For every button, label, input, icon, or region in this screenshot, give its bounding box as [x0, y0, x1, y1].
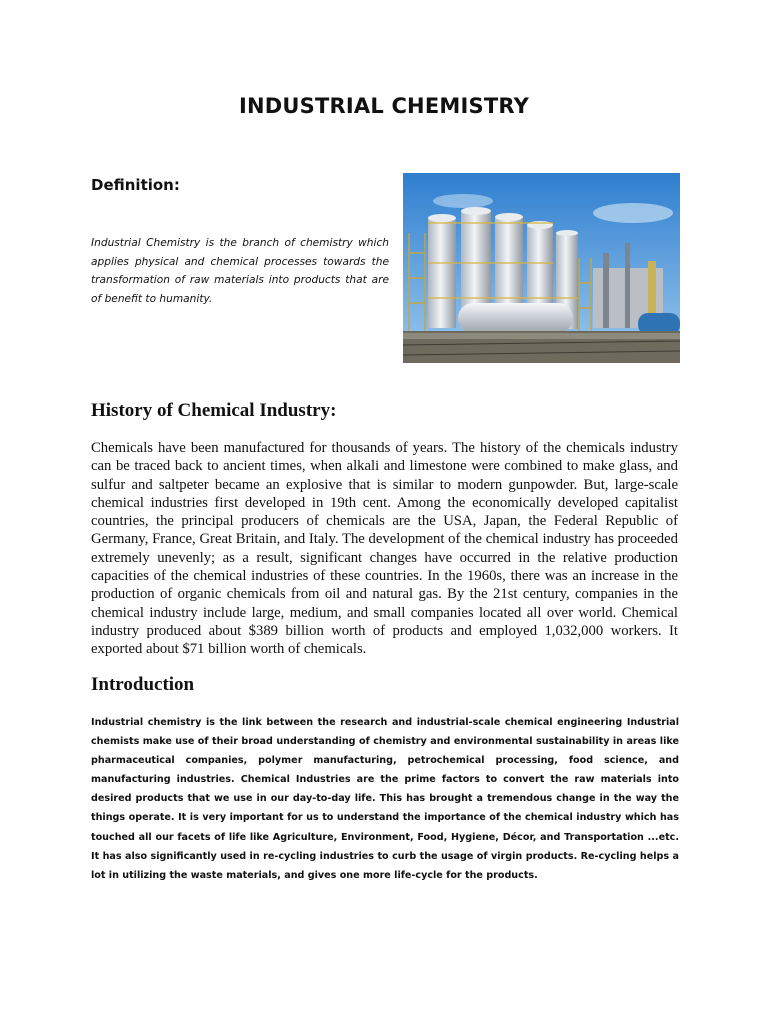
introduction-heading: Introduction	[91, 674, 195, 695]
page-title: INDUSTRIAL CHEMISTRY	[239, 94, 529, 118]
history-heading: History of Chemical Industry:	[91, 400, 337, 421]
definition-text: Industrial Chemistry is the branch of chemistry which applies physical and chemical processes towards the transformation of raw materials into products that are of benefit to humanity.	[91, 237, 389, 306]
history-text: Chemicals have been manufactured for thousands of years. The history of the chemicals industry can be traced back to ancient times, when alkali and limestone were combined to make glass, and sulfur and saltpeter became an explosive that is similar to modern gunpowder. But, large-scale chemical industries first developed in 19th cent. Among the economically developed capitalist countries, the principal producers of chemicals are the USA, Japan, the Federal Republic of Germany, France, Great Britain, and Italy. The development of the chemical industry has proceeded extremely unevenly; as a result, significant changes have occurred in the relative production capacities of the chemical industries of these countries. In the 1960s, there was an increase in the production of organic chemicals from oil and natural gas. By the 21st century, companies in the chemical industry include large, medium, and small companies located all over world. Chemical industry produced about $389 billion worth of products and employed 1,032,000 workers. It exported about $71 billion worth of chemicals.	[91, 440, 678, 658]
chemical-plant-photo	[403, 173, 680, 363]
introduction-text: Industrial chemistry is the link between the research and industrial-scale chemical engineering Industrial chemists make use of their broad understanding of chemistry and environmental sustainability in areas like pharmaceutical companies, polymer manufacturing, petrochemical processing, food science, and manufacturing industries. Chemical Industries are the prime factors to convert the raw materials into desired products that we use in our day-to-day life. This has brought a tremendous change in the way the things operate. It is very important for us to understand the importance of the chemical industry which has touched all our facets of life like Agriculture, Environment, Food, Hygiene, Décor, and Transportation ...etc. It has also significantly used in re-cycling industries to curb the usage of virgin products. Re-cycling helps a lot in utilizing the waste materials, and gives one more life-cycle for the products.	[91, 717, 679, 881]
definition-heading: Definition:	[91, 176, 180, 194]
